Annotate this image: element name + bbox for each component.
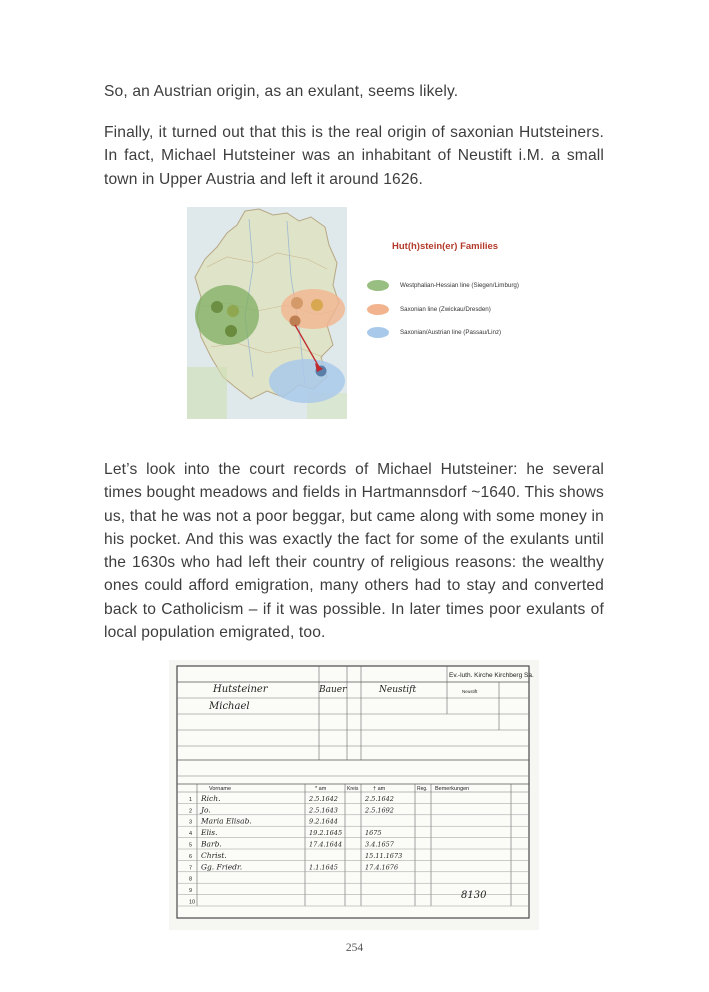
- child-born: 1.1.1645: [309, 863, 338, 872]
- child-name: Christ.: [201, 850, 227, 860]
- col-header-remarks: Bemerkungen: [435, 786, 470, 792]
- card-church-header: Ev.-luth. Kirche Kirchberg Sa.: [449, 672, 534, 679]
- westphalian-hessian-region: [195, 285, 259, 345]
- row-number: 8: [189, 876, 193, 883]
- col-header-died: † am: [373, 786, 386, 792]
- germany-map-image: [187, 207, 347, 419]
- child-died: 15.11.1673: [365, 851, 403, 860]
- paragraph-court-records: Let’s look into the court records of Michael Hutsteiner: he several times bought meadows and fields in Hartmannsdorf ~1640. This shows us, that he was not a poor beggar, but came along with some money in his pocket. And this was exactly the fact for some of the exulants until the 1630s who had left their country of religious reasons: the wealthy ones could afford emigration, many others had to stay and converted back to Catholicism – if it was possible. In later times poor exulants of local population emigrated, too.: [104, 461, 604, 642]
- row-number: 3: [189, 819, 193, 826]
- child-born: 9.2.1644: [309, 817, 338, 826]
- child-died: 3.4.1657: [365, 840, 394, 849]
- child-born: 19.2.1645: [309, 829, 343, 838]
- legend-swatch-blue: [367, 327, 389, 338]
- card-occupation: Bauer: [319, 685, 347, 695]
- row-number: 4: [189, 831, 193, 838]
- legend-swatch-green: [367, 280, 389, 291]
- card-header-place: Neustift: [379, 685, 417, 695]
- family-lines-map-figure: Hut(h)stein(er) Families Westphalian-Hessian line (Siegen/Limburg) Saxonian line (Zwickau/Dresden) Saxonian/Austrian line (Passau/Linz): [187, 207, 507, 419]
- child-died: 2.5.1692: [365, 806, 394, 815]
- col-header-reg: Reg.: [417, 786, 428, 792]
- child-name: Barb.: [201, 839, 222, 849]
- col-header-born: * am: [315, 786, 327, 792]
- paragraph-austrian-origin: So, an Austrian origin, as an exulant, seems likely.: [104, 83, 459, 100]
- row-number: 9: [189, 888, 193, 895]
- card-place-label: Neustift: [462, 689, 478, 694]
- child-died: 1675: [365, 829, 382, 838]
- row-number: 10: [189, 899, 196, 906]
- child-name: Gg. Friedr.: [201, 862, 243, 872]
- church-record-card-image: [169, 660, 539, 930]
- child-name: Maria Elisab.: [201, 816, 252, 826]
- map-legend-title: Hut(h)stein(er) Families: [392, 241, 499, 252]
- card-number: 8130: [461, 890, 487, 901]
- child-name: Rich.: [201, 793, 221, 803]
- col-header-name: Vorname: [209, 786, 232, 792]
- child-died: 2.5.1642: [365, 794, 394, 803]
- col-header-place: Kreis: [347, 786, 359, 792]
- page-number: 254: [345, 942, 364, 954]
- child-born: 2.5.1642: [309, 794, 338, 803]
- child-name: Jo.: [201, 805, 211, 815]
- child-name: Elis.: [201, 828, 218, 838]
- child-died: 17.4.1676: [365, 863, 399, 872]
- austrian-region: [269, 359, 345, 403]
- row-number: 5: [189, 842, 193, 849]
- child-born: 2.5.1643: [309, 806, 338, 815]
- card-surname: Hutsteiner: [213, 684, 268, 695]
- card-first-name: Michael: [209, 701, 250, 712]
- child-born: 17.4.1644: [309, 840, 343, 849]
- legend-swatch-orange: [367, 304, 389, 315]
- row-number: 2: [189, 808, 193, 815]
- row-number: 6: [189, 853, 193, 860]
- record-card-scan: [169, 660, 539, 930]
- row-number: 1: [189, 796, 193, 803]
- row-number: 7: [189, 865, 193, 872]
- paragraph-real-origin: Finally, it turned out that this is the real origin of saxonian Hutsteiners. In fact, Michael Hutsteiner was an inhabitant of Neustift i.M. a small town in Upper Austria and left it around 1626.: [104, 124, 604, 188]
